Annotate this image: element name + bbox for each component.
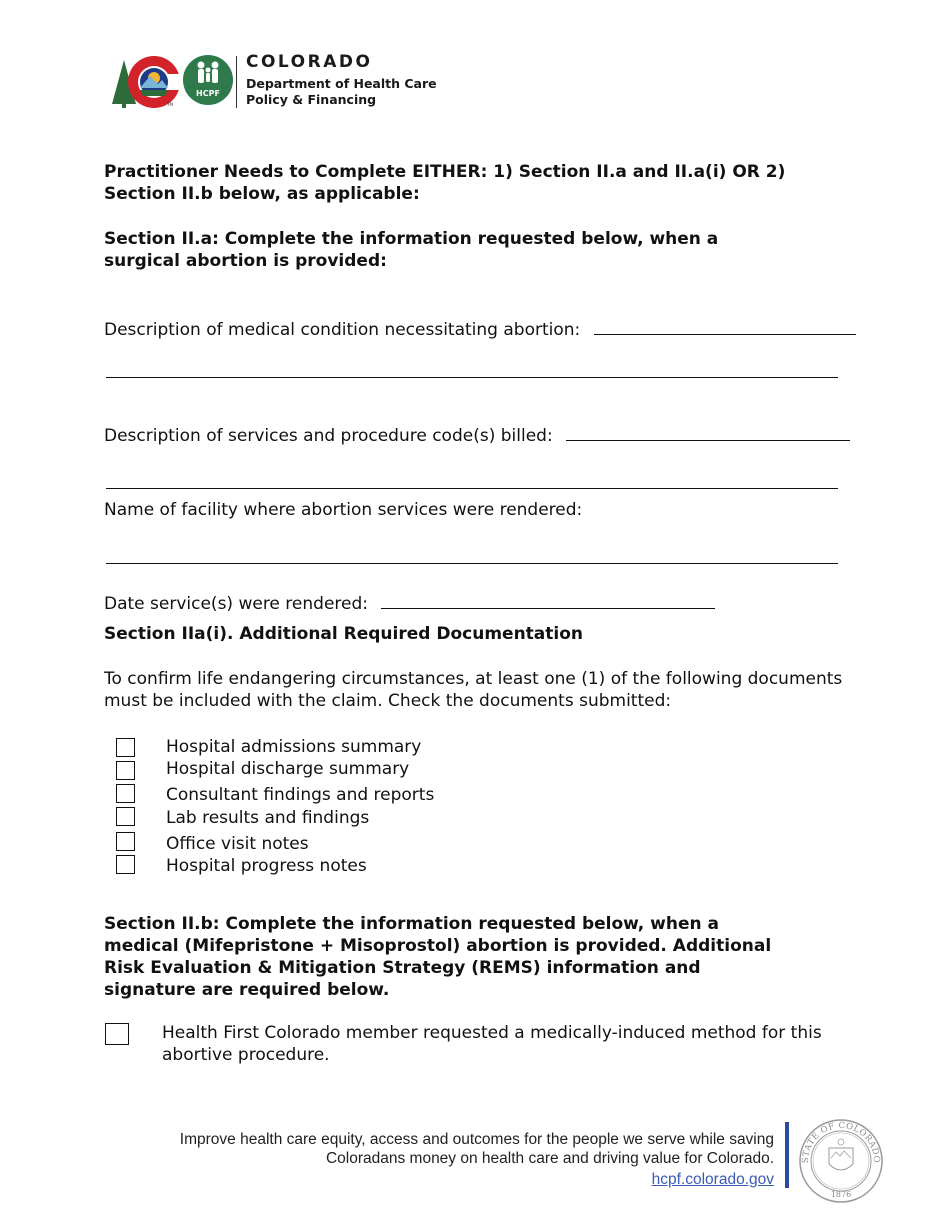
date-field (104, 592, 715, 615)
brand-title: COLORADO (246, 52, 373, 72)
checkbox-hospital-discharge[interactable] (116, 761, 135, 780)
footer-accent-bar (785, 1122, 789, 1188)
checkbox-office-visit[interactable] (116, 832, 135, 851)
section-iib-heading-line-4: signature are required below. (104, 980, 390, 1000)
checkbox-lab-results[interactable] (116, 807, 135, 826)
member-request-text (162, 1022, 822, 1066)
department-logo (110, 52, 440, 112)
section-iib-heading-line-1: Section II.b: Complete the information requested below, when a (104, 914, 719, 934)
member-request-line-1: Health First Colorado member requested a medically-induced method for this (162, 1023, 822, 1043)
checkbox-member-requested-medical[interactable] (105, 1023, 129, 1045)
state-seal-icon (798, 1118, 884, 1204)
services-label: Description of services and procedure code(s) billed: (104, 426, 553, 446)
footer-mission-line-2: Coloradans money on health care and driving value for Colorado. (325, 1150, 774, 1167)
section-iia-heading-line-2: surgical abortion is provided: (104, 251, 387, 271)
trademark-mark: TM (167, 102, 173, 107)
hcpf-badge-text: HCPF (196, 89, 220, 98)
member-request-line-2: abortive procedure. (162, 1045, 330, 1065)
seal-year: 1876 (830, 1190, 852, 1199)
footer-mission (180, 1130, 774, 1189)
checkbox-hospital-progress[interactable] (116, 855, 135, 874)
section-iib-heading-line-3: Risk Evaluation & Mitigation Strategy (REMS) information and (104, 958, 701, 978)
checkbox-hospital-admissions[interactable] (116, 738, 135, 757)
section-iiai-instructions (104, 668, 842, 712)
section-iia-heading (104, 228, 718, 272)
seal-arc-text: STATE OF COLORADO (800, 1120, 882, 1164)
doc-label-hospital-admissions: Hospital admissions summary (166, 737, 422, 757)
brand-line-1: Department of Health Care (246, 76, 437, 91)
brand-line-2: Policy & Financing (246, 92, 377, 107)
doc-label-hospital-progress: Hospital progress notes (166, 856, 367, 876)
brand-text (246, 52, 437, 108)
footer-website-link[interactable]: hcpf.colorado.gov (651, 1171, 774, 1188)
date-label: Date service(s) were rendered: (104, 594, 368, 614)
doc-label-lab-results: Lab results and findings (166, 808, 370, 828)
services-continuation-line[interactable] (106, 488, 838, 489)
facility-input-line[interactable] (106, 563, 838, 564)
section-iib-heading-line-2: medical (Mifepristone + Misoprostol) abortion is provided. Additional (104, 936, 772, 956)
facility-label: Name of facility where abortion services were rendered: (104, 500, 583, 520)
intro-heading (104, 161, 785, 205)
svg-text:STATE OF COLORADO (801, 1121, 881, 1163)
section-iia-heading-line-1: Section II.a: Complete the information requested below, when a (104, 229, 719, 249)
doc-label-office-visit: Office visit notes (166, 834, 309, 854)
doc-label-hospital-discharge: Hospital discharge summary (166, 759, 410, 779)
medical-condition-continuation-line[interactable] (106, 377, 838, 378)
hcpf-family-badge-icon (182, 52, 234, 108)
services-field (104, 424, 850, 447)
intro-heading-line-1: Practitioner Needs to Complete EITHER: 1) Section II.a and II.a(i) OR 2) (104, 162, 786, 182)
medical-condition-field (104, 318, 856, 341)
checkbox-consultant-findings[interactable] (116, 784, 135, 803)
intro-heading-line-2: Section II.b below, as applicable: (104, 184, 420, 204)
section-iiai-heading: Section IIa(i). Additional Required Documentation (104, 624, 584, 644)
instructions-line-2: must be included with the claim. Check the documents submitted: (104, 691, 672, 711)
medical-condition-input[interactable] (594, 318, 856, 335)
section-iib-heading (104, 913, 771, 1001)
medical-condition-label: Description of medical condition necessitating abortion: (104, 320, 581, 340)
date-input[interactable] (381, 592, 715, 609)
doc-label-consultant-findings: Consultant findings and reports (166, 785, 435, 805)
services-input[interactable] (566, 424, 850, 441)
instructions-line-1: To confirm life endangering circumstances, at least one (1) of the following documents (104, 669, 843, 689)
footer-mission-line-1: Improve health care equity, access and outcomes for the people we serve while saving (179, 1131, 774, 1148)
logo-divider (236, 56, 237, 108)
